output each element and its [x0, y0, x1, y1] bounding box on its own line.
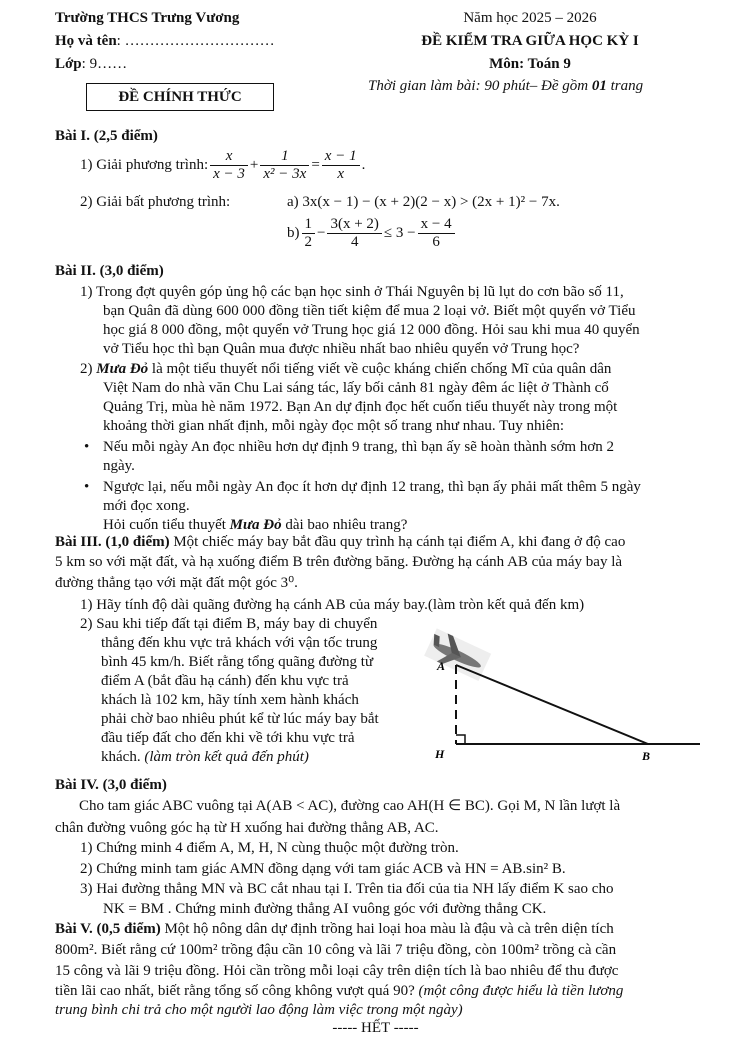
text-line: Việt Nam do nhà văn Chu Lai sáng tác, lấy bối cảnh 81 ngày đêm ác liệt ở Thành cổ: [103, 380, 609, 396]
name-label: Họ và tên: [55, 33, 117, 49]
bai5-title: Bài V. (0,5 điểm): [55, 921, 161, 937]
text-line: mới đọc xong.: [103, 498, 190, 514]
text-line: [101, 748, 309, 766]
text-line: đường thẳng tạo với mặt đất một góc 3⁰.: [55, 575, 298, 591]
text-line: [103, 516, 407, 534]
text-line: 3) Hai đường thẳng MN và BC cắt nhau tại I. Trên tia đối của tia NH lấy điểm K sao cho: [80, 881, 614, 897]
text-line: bạn Quân đã dùng 600 000 đồng tiền tiết kiệm để mua 2 loại vở. Biết một quyển vở Tiểu: [103, 303, 636, 319]
bai1-title: Bài I. (2,5 điểm): [55, 128, 158, 144]
fraction: [322, 148, 360, 183]
text-line: học giá 8 000 đồng, một quyển vở Trung học giá 12 000 đồng. Hỏi sau khi mua 40 quyển: [103, 322, 640, 338]
school-name: Trường THCS Trưng Vương: [55, 10, 240, 26]
numerator: x − 1: [322, 148, 360, 166]
text-line: NK = BM . Chứng minh đường thẳng AI vuông góc với đường thẳng CK.: [103, 901, 547, 917]
numerator: 1: [302, 216, 316, 234]
text-line: vở Tiểu học thì bạn Quân mua được nhiều nhất bao nhiêu quyển vở Trung học?: [103, 341, 580, 357]
landing-path: [456, 665, 648, 744]
text-line: 5 km so với mặt đất, và hạ xuống điểm B trên đường băng. Đường hạ cánh AB của máy bay là: [55, 554, 623, 570]
text: Một chiếc máy bay bắt đầu quy trình hạ cánh tại điểm A, khi đang ở độ cao: [169, 534, 626, 550]
text-line: chân đường vuông góc hạ từ H xuống hai đường thẳng AB, AC.: [55, 820, 439, 836]
text-line: Nếu mỗi ngày An đọc nhiều hơn dự định 9 trang, thì bạn ấy sẽ hoàn thành sớm hơn 2: [103, 439, 615, 455]
rounding-note: (làm tròn kết quả đến phút): [144, 749, 309, 765]
text-line: Quảng Trị, mùa hè năm 1972. Bạn An dự định đọc hết cuốn tiểu thuyết này trong một: [103, 399, 618, 415]
text: dài bao nhiêu trang?: [281, 517, 408, 533]
bai3-title: Bài III. (1,0 điểm): [55, 534, 170, 550]
denominator: x² − 3x: [263, 166, 307, 182]
bullet-icon: •: [84, 479, 90, 495]
inequality-middle: ≤ 3 −: [383, 225, 416, 241]
text-line: 15 công và lãi 9 triệu đồng. Hỏi cần trồng mỗi loại cây trên diện tích là bao nhiêu để thu được: [55, 963, 619, 979]
denominator: 4: [350, 234, 359, 250]
class-label: Lớp: [55, 56, 82, 72]
novel-title: Mưa Đỏ: [96, 361, 149, 377]
note-line: trung bình chi trả cho một người lao động làm việc trong một ngày): [55, 1002, 463, 1018]
text-line: 2) Chứng minh tam giác AMN đồng dạng với tam giác ACB và HN = AB.sin² B.: [80, 861, 566, 877]
text-line: 1) Chứng minh 4 điểm A, M, H, N cùng thuộc một đường tròn.: [80, 840, 459, 856]
bai1-q1: 1) Giải phương trình: $\frac{x}{x - 3}$ + $\frac{1}{\text{x² − 3x}}$ = $\frac{x - 1}{x}$ .: [80, 148, 366, 182]
text-line: [55, 920, 614, 938]
text-line: 1) Trong đợt quyên góp ủng hộ các bạn học sinh ở Thái Nguyên bị lũ lụt do cơn bão số 11,: [80, 284, 624, 300]
label-b: B: [642, 749, 651, 760]
text-line: bình 45 km/h. Biết rằng tổng quãng đường từ: [101, 654, 374, 670]
text-line: 2) Sau khi tiếp đất tại điểm B, máy bay di chuyển: [80, 616, 378, 632]
landing-diagram: [420, 620, 700, 760]
novel-title: Mưa Đỏ: [229, 517, 282, 533]
fraction: [327, 216, 381, 251]
text: Hỏi cuốn tiểu thuyết: [103, 517, 230, 533]
bai1-q2-label: 2) Giải bất phương trình:: [80, 194, 231, 210]
text-line: [55, 982, 623, 1000]
label-a: A: [437, 659, 446, 673]
text-line: khách là 102 km, hãy tính xem hành khách: [101, 692, 359, 708]
numerator: 1: [260, 148, 309, 166]
numerator: x − 4: [418, 216, 455, 234]
duration-text: Thời gian làm bài: 90 phút– Đề gồm: [368, 78, 592, 94]
text-line: Ngược lại, nếu mỗi ngày An đọc ít hơn dự định 12 trang, thì bạn ấy phải mất thêm 5 ngày: [103, 479, 641, 495]
text-line: [55, 533, 625, 551]
end-marker: ----- HẾT -----: [332, 1020, 419, 1036]
bai2-title: Bài II. (3,0 điểm): [55, 263, 164, 279]
right-angle-mark: [456, 735, 465, 744]
official-exam-box: ĐỀ CHÍNH THỨC: [86, 83, 274, 111]
school-year: Năm học 2025 – 2026: [463, 10, 597, 26]
pages-suffix: trang: [606, 78, 644, 94]
class-field: [55, 56, 127, 73]
text-line: Cho tam giác ABC vuông tại A(AB < AC), đường cao AH(H ∈ BC). Gọi M, N lần lượt là: [79, 798, 621, 814]
text: là một tiểu thuyết nổi tiếng viết về cuộc kháng chiến chống Mĩ của quân dân: [148, 361, 612, 377]
fraction: [302, 216, 316, 251]
q2b-label: b): [287, 225, 300, 241]
page-count: 01: [591, 78, 607, 94]
label-h: H: [435, 747, 445, 760]
name-value: : …………………………: [116, 33, 275, 49]
duration: [368, 78, 643, 95]
text-line: 800m². Biết rằng cứ 100m² trồng đậu cần 10 công và lãi 7 triệu đồng, còn 100m² trồng cà cần: [55, 942, 617, 958]
denominator: x − 3: [213, 166, 245, 182]
number: 2): [80, 361, 97, 377]
numerator: 3(x + 2): [327, 216, 381, 234]
numerator: x: [210, 148, 248, 166]
text-line: đầu tiếp đất cho đến khi về tới khu vực trả: [101, 730, 355, 746]
bai1-q2a: a) 3x(x − 1) − (x + 2)(2 − x) > (2x + 1)² − 7x.: [287, 194, 560, 210]
bai1-q2b: b) $\frac{1}{2}$ − $\frac{3(x + 2)}{4}$ ≤ 3 − $\frac{x - 4}{6}$: [287, 216, 457, 251]
text-line: điểm A (bắt đầu hạ cánh) đến khu vực trả: [101, 673, 349, 689]
text: tiền lãi cao nhất, biết rằng tổng số công không vượt quá 90?: [55, 983, 419, 999]
note: (một công được hiểu là tiền lương: [418, 983, 624, 999]
fraction: [418, 216, 455, 251]
student-name-field: [55, 33, 275, 50]
text-line: [80, 360, 611, 378]
text-line: 1) Hãy tính độ dài quãng đường hạ cánh AB của máy bay.(làm tròn kết quả đến km): [80, 597, 585, 613]
text-line: phải chờ bao nhiêu phút kể từ lúc máy bay bắt: [101, 711, 379, 727]
bullet-icon: •: [84, 439, 90, 455]
bai4-title: Bài IV. (3,0 điểm): [55, 777, 167, 793]
text-line: ngày.: [103, 458, 135, 474]
text: khách.: [101, 749, 145, 765]
denominator: x: [337, 166, 345, 182]
q1-label: 1) Giải phương trình:: [80, 157, 209, 173]
exam-title: ĐỀ KIỂM TRA GIỮA HỌC KỲ I: [421, 33, 639, 49]
text: Một hộ nông dân dự định trồng hai loại hoa màu là đậu và cà trên diện tích: [160, 921, 614, 937]
fraction: [210, 148, 248, 183]
airplane-icon: [424, 628, 491, 681]
class-value: : 9……: [81, 56, 128, 72]
text-line: thẳng đến khu vực trả khách với vận tốc trung: [101, 635, 378, 651]
denominator: 6: [432, 234, 440, 250]
subject: Môn: Toán 9: [489, 56, 571, 72]
fraction: [260, 148, 309, 183]
denominator: 2: [304, 234, 312, 250]
text-line: khoảng thời gian nhất định, mỗi ngày đọc một số trang như nhau. Tuy nhiên:: [103, 418, 565, 434]
